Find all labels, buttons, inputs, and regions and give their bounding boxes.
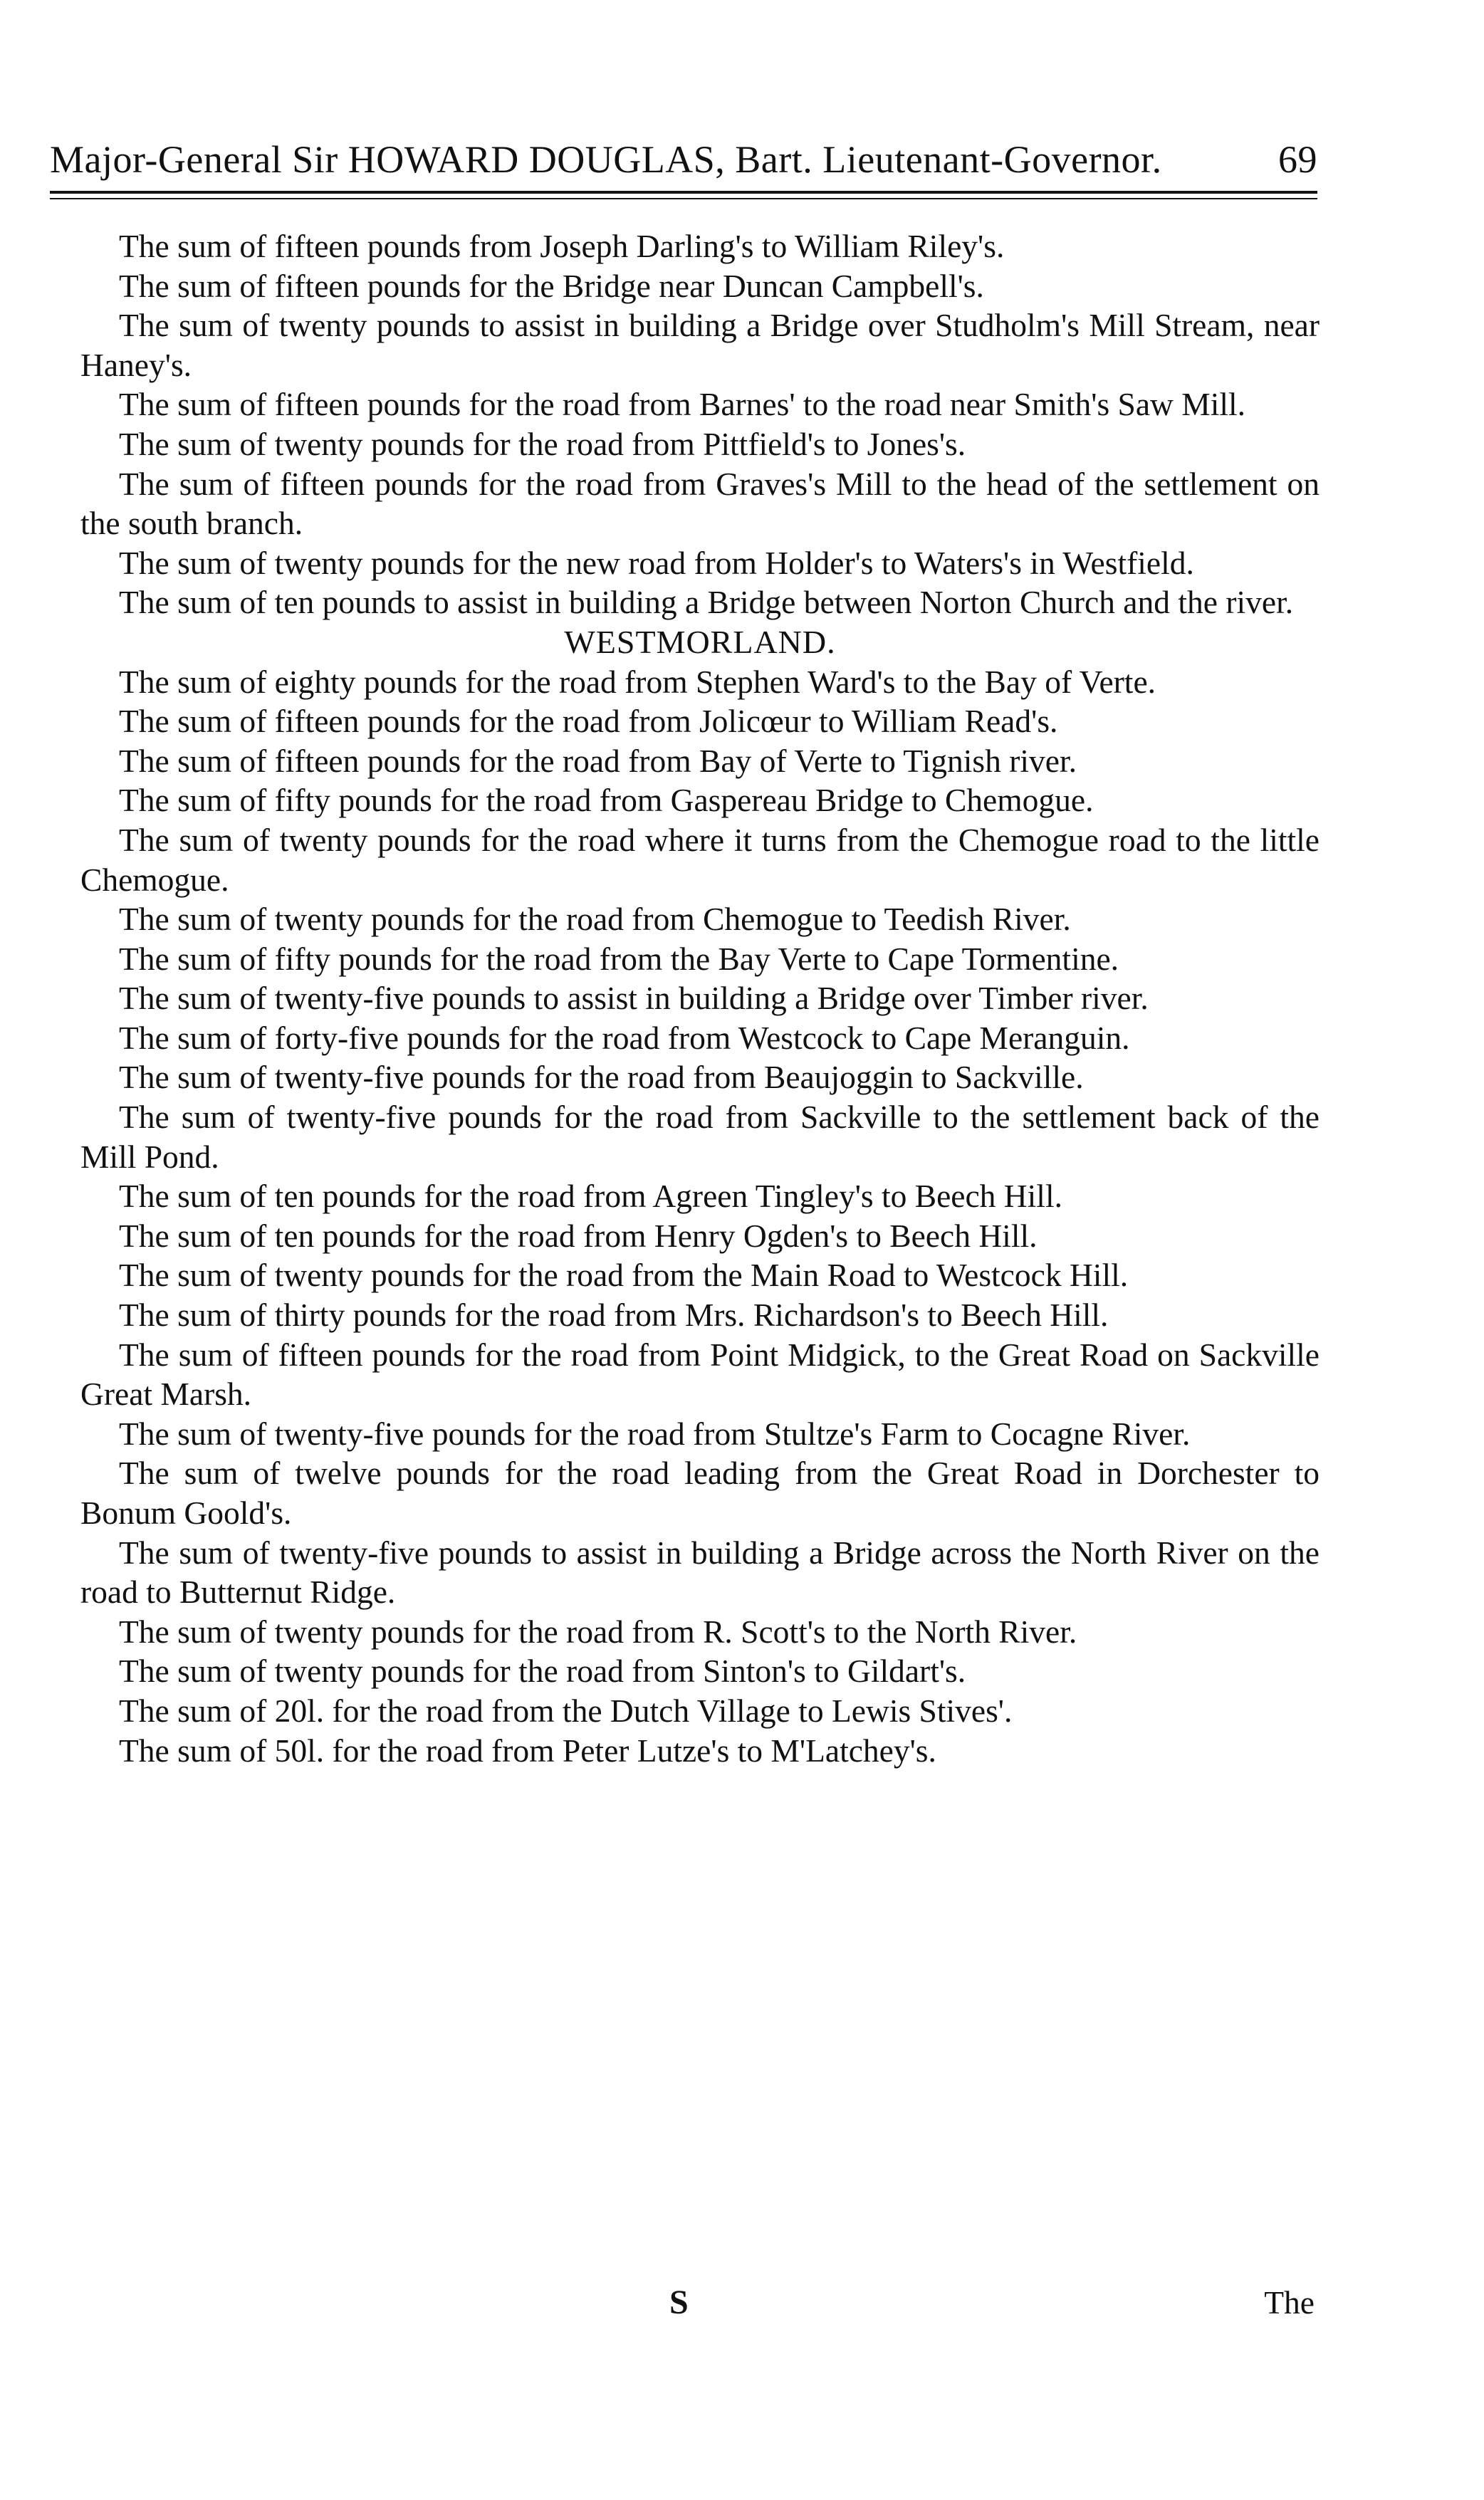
appropriation-entry: The sum of twelve pounds for the road leading from the Great Road in Dorchester to Bonum Goold's. <box>80 1455 1320 1531</box>
signature-mark: S <box>669 2284 689 2321</box>
appropriation-entry: The sum of twenty pounds to assist in building a Bridge over Studholm's Mill Stream, near Haney's. <box>80 307 1320 383</box>
appropriation-entry: The sum of fifteen pounds for the road from Bay of Verte to Tignish river. <box>119 742 1077 779</box>
appropriation-entry: The sum of fifteen pounds for the road from Barnes' to the road near Smith's Saw Mill. <box>119 386 1246 423</box>
appropriation-entry: The sum of twenty-five pounds for the road from Beaujoggin to Sackville. <box>119 1059 1084 1096</box>
appropriation-entry: The sum of fifteen pounds for the road from Graves's Mill to the head of the settlement on the south branch. <box>80 465 1320 542</box>
appropriation-entry: The sum of fifty pounds for the road from Gaspereau Bridge to Chemogue. <box>119 782 1094 819</box>
appropriation-entry: The sum of fifteen pounds for the Bridge near Duncan Campbell's. <box>119 267 984 304</box>
appropriation-entry: The sum of thirty pounds for the road from Mrs. Richardson's to Beech Hill. <box>119 1297 1109 1334</box>
appropriation-entry: The sum of eighty pounds for the road from Stephen Ward's to the Bay of Verte. <box>119 663 1156 700</box>
appropriation-entry: The sum of 50l. for the road from Peter Lutze's to M'Latchey's. <box>119 1732 936 1769</box>
appropriation-entry: The sum of twenty-five pounds for the road from Stultze's Farm to Cocagne River. <box>119 1415 1191 1452</box>
appropriation-entry: The sum of ten pounds for the road from Henry Ogden's to Beech Hill. <box>119 1217 1038 1254</box>
appropriation-entry: The sum of fifteen pounds for the road from Point Midgick, to the Great Road on Sackville Great Marsh. <box>80 1336 1320 1413</box>
appropriation-entry: The sum of 20l. for the road from the Dutch Village to Lewis Stives'. <box>119 1692 1013 1729</box>
header-rule-thin <box>50 198 1317 199</box>
appropriation-entry: The sum of forty-five pounds for the road from Westcock to Cape Meranguin. <box>119 1019 1130 1056</box>
appropriation-entry: The sum of twenty pounds for the road from R. Scott's to the North River. <box>119 1613 1077 1650</box>
appropriation-entry: The sum of twenty pounds for the road from Pittfield's to Jones's. <box>119 425 966 462</box>
section-heading: WESTMORLAND. <box>564 623 836 660</box>
appropriation-entry: The sum of twenty-five pounds to assist in building a Bridge across the North River on the road to Butternut Ridge. <box>80 1534 1320 1611</box>
appropriation-entry: The sum of twenty pounds for the road where it turns from the Chemogue road to the little Chemogue. <box>80 821 1320 898</box>
running-title: Major-General Sir HOWARD DOUGLAS, Bart. Lieutenant-Governor. <box>50 138 1162 181</box>
appropriation-entry: The sum of twenty pounds for the road from Chemogue to Teedish River. <box>119 901 1071 938</box>
running-head <box>50 137 1317 182</box>
appropriation-entry: The sum of twenty pounds for the road from the Main Road to Westcock Hill. <box>119 1257 1129 1294</box>
appropriation-entry: The sum of twenty-five pounds for the road from Sackville to the settlement back of the Mill Pond. <box>80 1099 1320 1175</box>
appropriation-entry: The sum of fifteen pounds for the road from Jolicœur to William Read's. <box>119 703 1058 740</box>
appropriation-entry: The sum of fifty pounds for the road from the Bay Verte to Cape Tormentine. <box>119 940 1119 977</box>
header-rule-thick <box>50 191 1317 194</box>
catchword: The <box>1264 2284 1315 2321</box>
body-text <box>80 226 1320 1770</box>
appropriation-entry: The sum of ten pounds for the road from Agreen Tingley's to Beech Hill. <box>119 1178 1062 1215</box>
appropriation-entry: The sum of fifteen pounds from Joseph Darling's to William Riley's. <box>119 228 1005 264</box>
appropriation-entry: The sum of twenty-five pounds to assist in building a Bridge over Timber river. <box>119 980 1149 1017</box>
appropriation-entry: The sum of twenty pounds for the road from Sinton's to Gildart's. <box>119 1653 966 1690</box>
appropriation-entry: The sum of twenty pounds for the new road from Holder's to Waters's in Westfield. <box>119 544 1194 581</box>
appropriation-entry: The sum of ten pounds to assist in building a Bridge between Norton Church and the river. <box>119 584 1294 621</box>
page-number: 69 <box>1278 138 1317 181</box>
